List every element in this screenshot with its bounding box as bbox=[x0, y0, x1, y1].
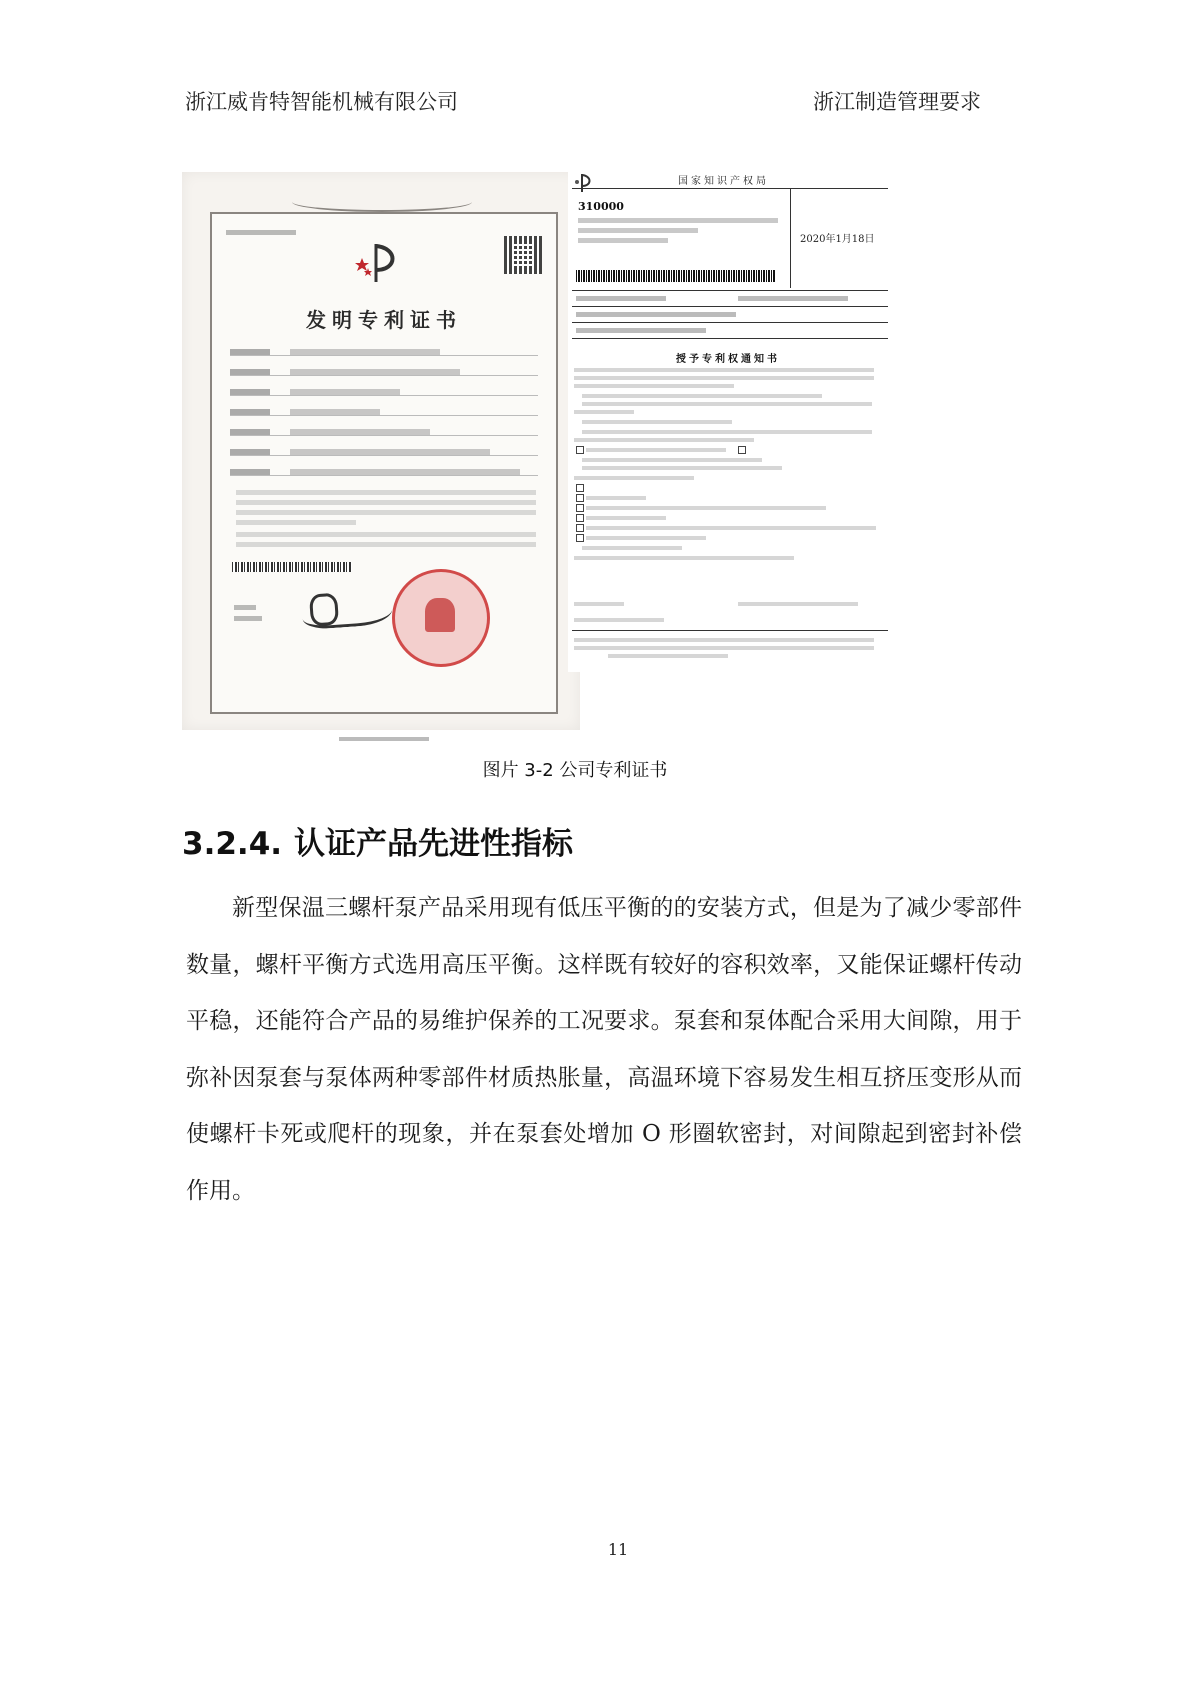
notice-office-name: 国家知识产权局 bbox=[678, 176, 769, 187]
notice-barcode bbox=[576, 270, 776, 282]
official-seal-stamp bbox=[392, 569, 490, 667]
section-number: 3.2.4. bbox=[182, 826, 283, 862]
certificate-barcode bbox=[232, 562, 352, 572]
figure-caption: 图片 3-2 公司专利证书 bbox=[482, 760, 668, 781]
qr-code-icon bbox=[504, 236, 542, 274]
certificate-title: 发明专利证书 bbox=[306, 308, 462, 332]
notice-date: 2020年1月18日 bbox=[800, 234, 875, 245]
patent-grant-notice-image bbox=[568, 172, 888, 672]
director-signature bbox=[301, 587, 393, 630]
postal-code: 310000 bbox=[578, 200, 624, 213]
patent-figure bbox=[182, 172, 1022, 730]
body-paragraph: 新型保温三螺杆泵产品采用现有低压平衡的的安装方式，但是为了减少零部件数量，螺杆平衡方式选用高压平衡。这样既有较好的容积效率，又能保证螺杆传动平稳，还能符合产品的易维护保养的工况要求。泵套和泵体配合采用大间隙，用于弥补因泵套与泵体两种零部件材质热胀量，高温环境下容易发生相互挤压变形从而使螺杆卡死或爬杆的现象，并在泵套处增加 O 形圈软密封，对间隙起到密封补偿作用。 bbox=[186, 895, 1022, 1204]
section-heading bbox=[182, 818, 573, 863]
section-title-text: 认证产品先进性指标 bbox=[294, 826, 574, 862]
signature-label bbox=[234, 602, 262, 624]
certificate-number-line bbox=[226, 228, 296, 238]
certificate-border-ornament bbox=[292, 192, 472, 212]
header-company: 浙江威肯特智能机械有限公司 bbox=[185, 90, 458, 114]
notice-heading: 授予专利权通知书 bbox=[676, 354, 780, 365]
patent-office-logo-icon bbox=[572, 172, 594, 194]
patent-certificate-image bbox=[182, 172, 580, 730]
patent-office-logo-icon bbox=[352, 240, 402, 286]
header-doc-title: 浙江制造管理要求 bbox=[813, 90, 981, 114]
certificate-footer bbox=[212, 734, 556, 743]
certificate-frame bbox=[210, 212, 558, 714]
page-number: 11 bbox=[607, 1540, 629, 1559]
